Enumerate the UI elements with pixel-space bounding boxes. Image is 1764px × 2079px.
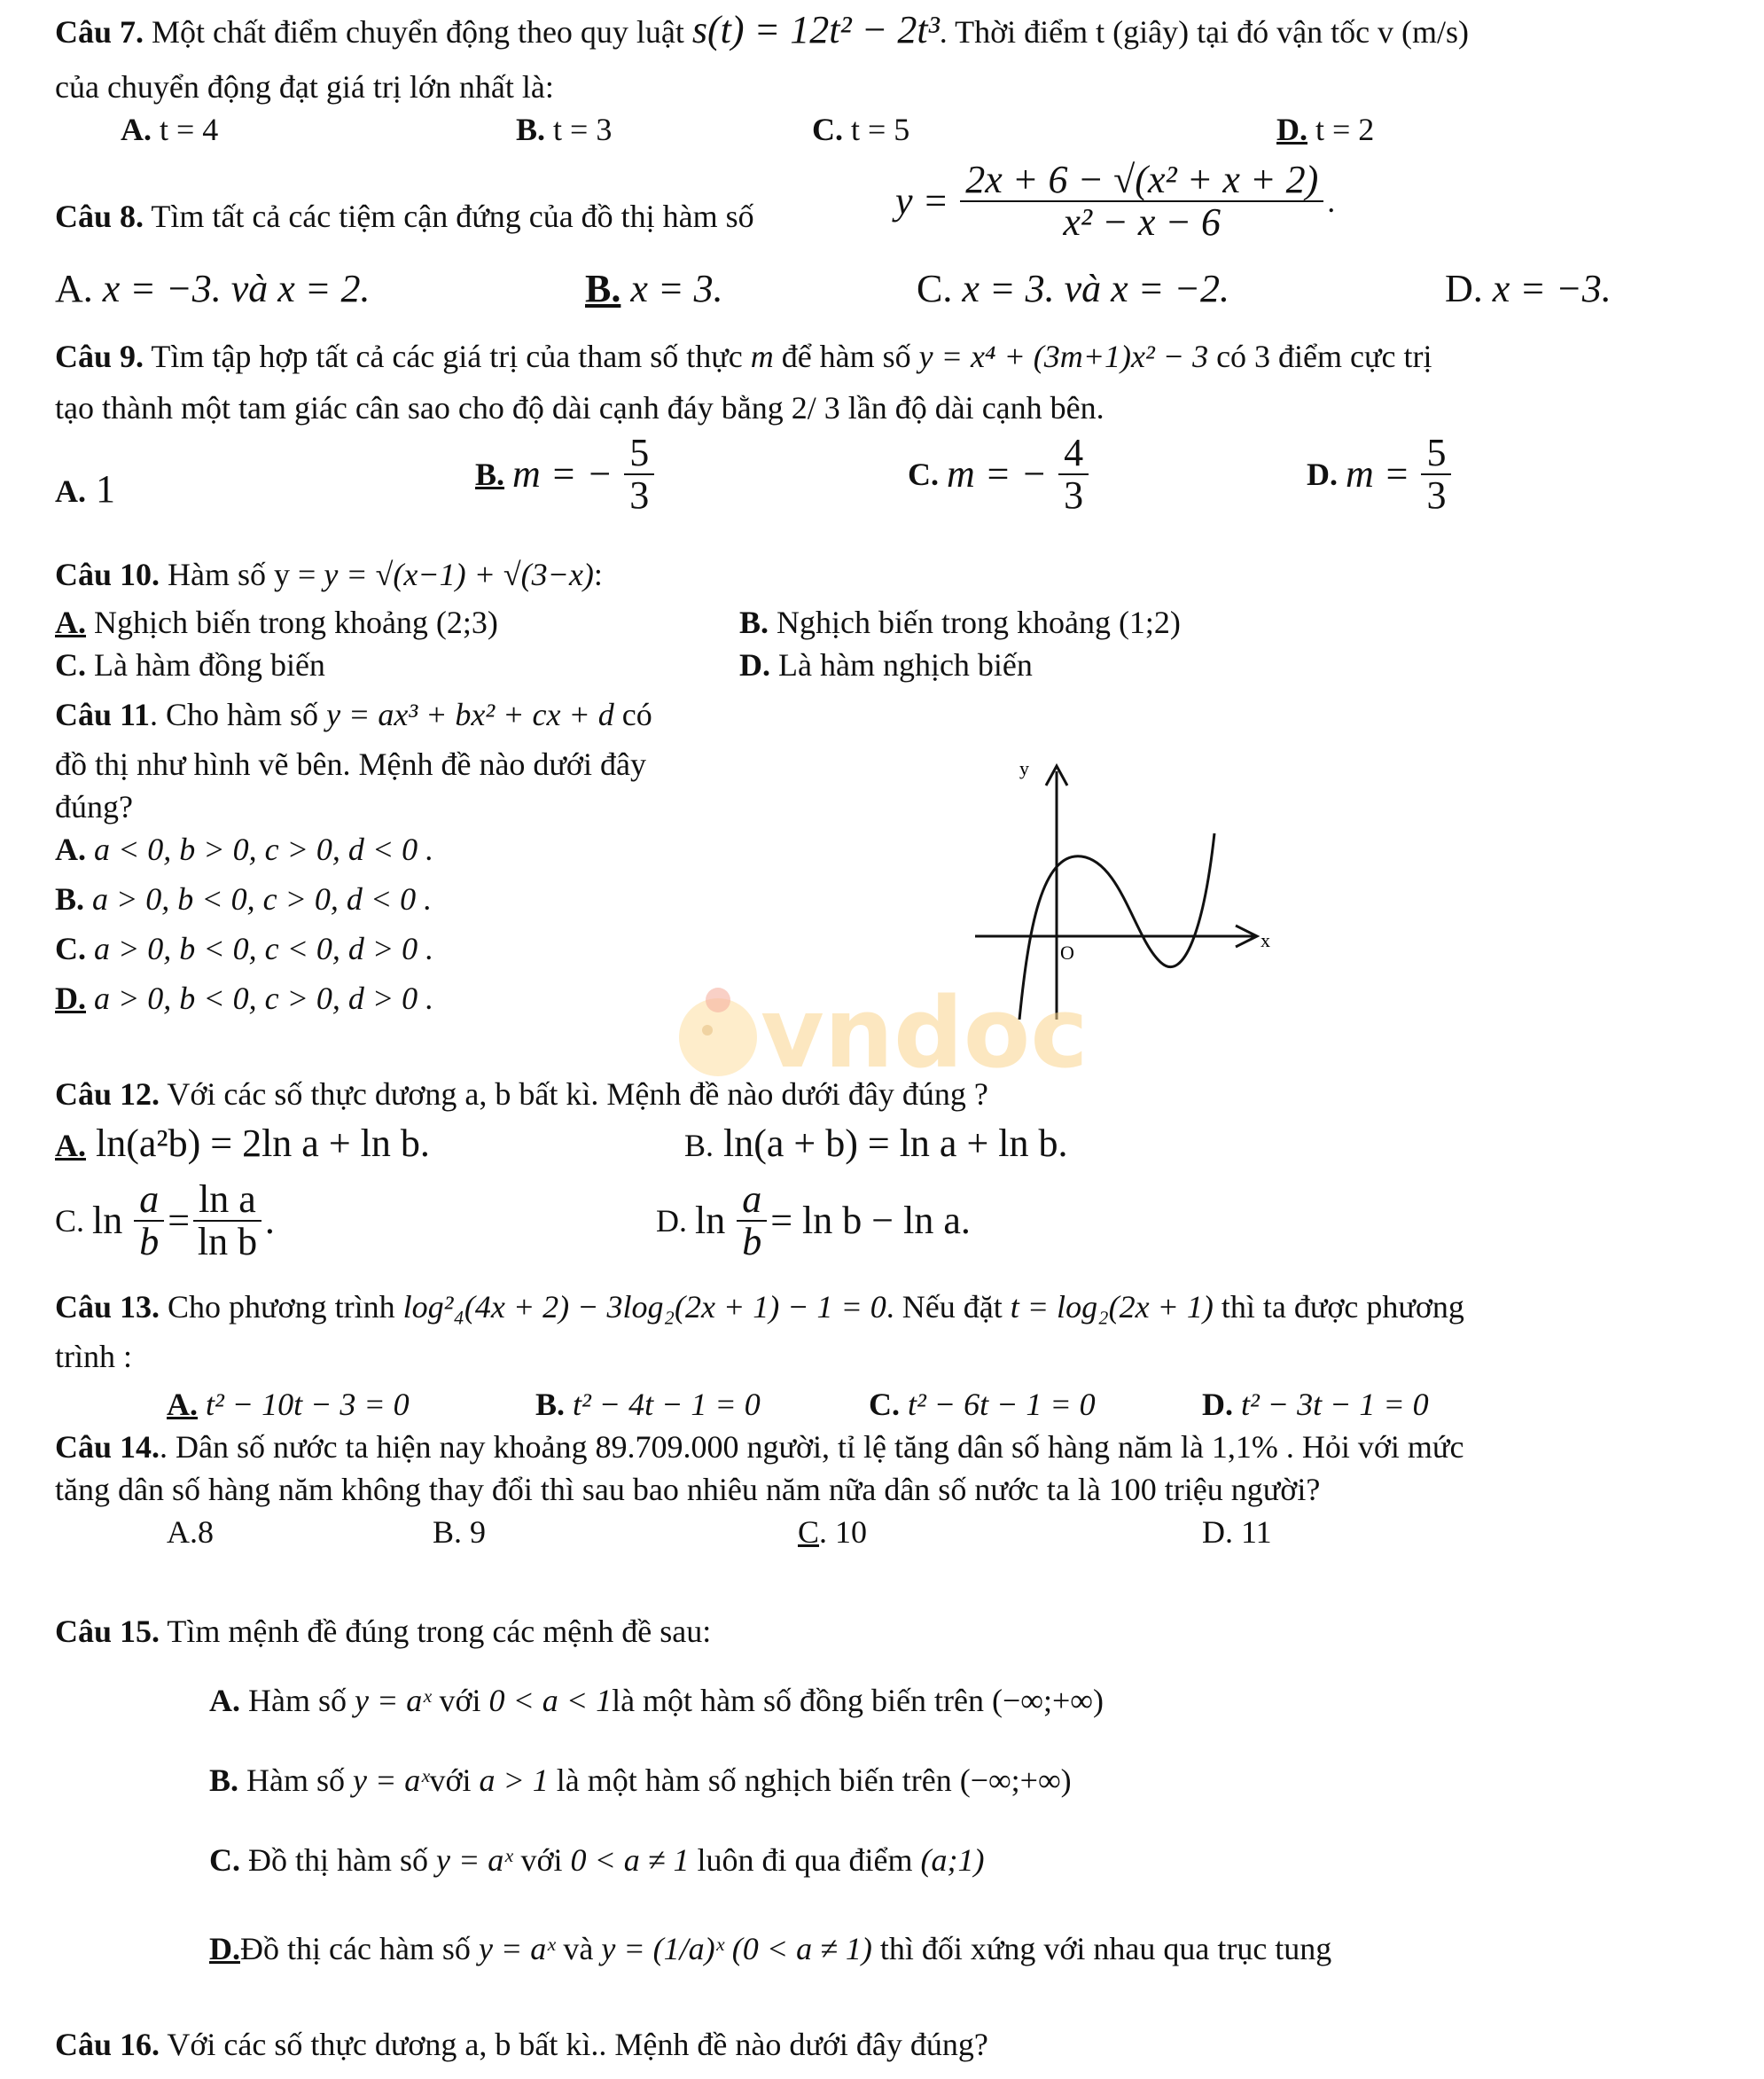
q12-c-end: .: [264, 1199, 275, 1242]
q15-c-point: (a;1): [920, 1842, 985, 1878]
q12-d-fraction: [737, 1179, 767, 1262]
origin-label: O: [1060, 942, 1074, 964]
q15-b-text3: là một hàm số nghịch biến trên: [556, 1762, 952, 1798]
q13-option-c: [869, 1385, 1096, 1424]
q14-option-b: B. 9: [433, 1514, 487, 1550]
q8-label: Câu 8.: [55, 199, 144, 234]
q7-text2: . Thời điểm t (giây) tại đó vận tốc v (m/s): [939, 14, 1470, 50]
q15-a-interval: (−∞;+∞): [992, 1683, 1104, 1718]
q9-d-pre: m =: [1346, 452, 1410, 496]
q7-d-label: D.: [1276, 112, 1307, 147]
q10-a-text: Nghịch biến trong khoảng (2;3): [94, 605, 498, 640]
q9-formula: y = x⁴ + (3m+1)x² − 3: [918, 339, 1209, 374]
q13-d-text: t² − 3t − 1 = 0: [1241, 1387, 1429, 1422]
q15-a-label: A.: [209, 1683, 240, 1718]
q9-line2: tạo thành một tam giác cân sao cho độ dài cạnh đáy bằng 2/ 3 lần độ dài cạnh bên.: [55, 390, 1104, 426]
q15-line1: [55, 1612, 711, 1651]
q13-line2: trình :: [55, 1339, 132, 1374]
q10-c-text: Là hàm đồng biến: [94, 647, 325, 683]
q9-b-num: 5: [624, 433, 654, 475]
q14-option-a: A.8: [167, 1514, 214, 1550]
q9-text2: để hàm số: [781, 339, 911, 374]
q12-c-den1: b: [139, 1220, 160, 1263]
q9-option-a: [55, 467, 115, 511]
q7-option-d: [1276, 110, 1374, 149]
q10-line1: [55, 555, 603, 594]
q8-option-d: [1445, 267, 1612, 310]
q11-a-label: A.: [55, 832, 86, 867]
q12-c-den2: ln b: [197, 1220, 258, 1263]
q11-option-c: [55, 929, 433, 968]
q15-c-text1: Đồ thị hàm số: [248, 1842, 428, 1878]
q7-line1: [55, 8, 1470, 51]
q9-d-label: D.: [1307, 457, 1338, 492]
q9-b-label: B.: [475, 457, 505, 492]
q8-d-text: x = −3.: [1492, 267, 1612, 310]
q14-c-label: C: [798, 1514, 820, 1550]
q9-option-d: [1307, 433, 1455, 539]
vndoc-watermark: [656, 975, 1117, 1090]
q10-formula: y = √(x−1) + √(3−x): [324, 557, 594, 592]
q12-c-fraction2: [193, 1179, 261, 1262]
q12-label: Câu 12.: [55, 1076, 160, 1112]
q15-d-formula1: y = aˣ: [478, 1931, 556, 1966]
q12-b-text: ln(a + b) = ln a + ln b.: [723, 1122, 1068, 1165]
q15-c-label: C.: [209, 1842, 240, 1878]
q8-c-text: x = 3. và x = −2.: [962, 267, 1230, 310]
q9-b-pre: m = −: [512, 452, 613, 496]
q8-option-a: [55, 267, 371, 310]
q7-line2: của chuyển động đạt giá trị lớn nhất là:: [55, 69, 554, 105]
q15-b-formula: y = aˣ: [353, 1762, 430, 1798]
q15-a-text2: với: [439, 1683, 481, 1718]
q11-b-text: a > 0, b < 0, c > 0, d < 0 .: [92, 881, 433, 917]
q10-option-c: [55, 645, 325, 684]
q13-formula: log²₄(4x + 2) − 3log₂(2x + 1) − 1 = 0: [402, 1289, 886, 1325]
q13-option-b: [535, 1385, 761, 1424]
q9-option-c: [908, 433, 1092, 539]
q13-c-label: C.: [869, 1387, 900, 1422]
q10-text: Hàm số y =: [168, 557, 316, 592]
q15-c-text3: luôn đi qua điểm: [697, 1842, 913, 1878]
q9-b-den: 3: [629, 473, 650, 517]
q9-c-label: C.: [908, 457, 939, 492]
q9-c-num: 4: [1058, 433, 1089, 475]
q10-a-label: A.: [55, 605, 86, 640]
q15-b-condition: a > 1: [479, 1762, 549, 1798]
q12-d-post: = ln b − ln a.: [770, 1199, 971, 1242]
q8-b-text: x = 3.: [630, 267, 723, 310]
q8-option-b: [585, 267, 723, 310]
q15-option-d: [209, 1929, 1331, 1968]
q12-b-label: B.: [684, 1128, 714, 1163]
q13-b-label: B.: [535, 1387, 566, 1422]
q11-a-text: a < 0, b > 0, c > 0, d < 0 .: [94, 832, 434, 867]
x-axis-label: x: [1261, 929, 1270, 951]
q9-text1: Tìm tập hợp tất cả các giá trị của tham số thực: [151, 339, 743, 374]
q16-text: Với các số thực dương a, b bất kì.. Mệnh đề nào dưới đây đúng?: [167, 2027, 988, 2062]
q9-d-num: 5: [1421, 433, 1451, 475]
q15-a-condition: 0 < a < 1: [488, 1683, 613, 1718]
q12-option-d: [656, 1179, 971, 1277]
q10-c-label: C.: [55, 647, 86, 683]
q12-a-label: A.: [55, 1128, 86, 1163]
q9-option-b: [475, 433, 658, 539]
q9-a-text: 1: [96, 467, 115, 511]
q15-b-label: B.: [209, 1762, 239, 1798]
q11-line3: đúng?: [55, 789, 133, 825]
q15-c-text2: với: [520, 1842, 563, 1878]
q9-text3: có 3 điểm cực trị: [1216, 339, 1432, 374]
q8-fraction: [960, 160, 1323, 243]
q9-line1: [55, 337, 1432, 376]
q11-line1: [55, 695, 652, 734]
q11-d-text: a > 0, b < 0, c > 0, d > 0 .: [94, 981, 434, 1016]
q11-line2: đồ thị như hình vẽ bên. Mệnh đề nào dưới đây: [55, 746, 646, 782]
q15-option-c: [209, 1841, 984, 1880]
y-axis-label: y: [1019, 757, 1029, 779]
q13-line1: [55, 1287, 1464, 1326]
q11-label: Câu 11: [55, 697, 151, 732]
q13-text2: . Nếu đặt: [886, 1289, 1003, 1325]
q15-a-formula: y = aˣ: [355, 1683, 432, 1718]
q13-substitution: t = log₂(2x + 1): [1010, 1289, 1214, 1325]
q7-b-text: t = 3: [553, 112, 613, 147]
q14-option-d: D. 11: [1202, 1514, 1272, 1550]
q9-c-fraction: [1058, 433, 1089, 516]
q15-option-b: [209, 1761, 1072, 1800]
q15-d-text2: và: [563, 1931, 594, 1966]
q13-a-text: t² − 10t − 3 = 0: [206, 1387, 410, 1422]
q7-option-c: [812, 110, 909, 149]
q15-d-condition: (0 < a ≠ 1): [731, 1931, 872, 1966]
q12-d-label: D.: [656, 1203, 687, 1239]
q7-option-b: [516, 110, 612, 149]
q9-b-fraction: [624, 433, 654, 516]
q11-option-b: [55, 879, 432, 918]
q12-d-ln: ln: [695, 1199, 726, 1242]
q15-d-text3: thì đối xứng với nhau qua trục tung: [879, 1931, 1332, 1966]
q9-m: m: [750, 339, 774, 374]
q8-text: Tìm tất cả các tiệm cận đứng của đồ thị hàm số: [151, 199, 754, 234]
watermark-text: vndoc: [761, 976, 1089, 1090]
q12-a-text: ln(a²b) = 2ln a + ln b.: [96, 1122, 430, 1165]
q14-text: . Dân số nước ta hiện nay khoảng 89.709.000 người, tỉ lệ tăng dân số hàng năm là 1,1% . Hỏi với mức: [160, 1429, 1464, 1465]
q7-a-text: t = 4: [160, 112, 219, 147]
q11-c-text: a > 0, b < 0, c < 0, d > 0 .: [94, 931, 434, 966]
q9-label: Câu 9.: [55, 339, 144, 374]
q10-option-b: [739, 603, 1181, 642]
q13-option-a: [167, 1385, 410, 1424]
q15-a-text3: là một hàm số đồng biến trên: [612, 1683, 985, 1718]
q11-b-label: B.: [55, 881, 85, 917]
q14-line2: tăng dân số hàng năm không thay đổi thì sau bao nhiêu năm nữa dân số nước ta là 100 triệu người?: [55, 1472, 1321, 1507]
q12-option-b: [684, 1124, 1068, 1165]
q11-d-label: D.: [55, 981, 86, 1016]
q11-option-a: [55, 830, 433, 869]
q8-denominator: x² − x − 6: [1063, 200, 1222, 244]
q12-text: Với các số thực dương a, b bất kì. Mệnh đề nào dưới đây đúng ?: [167, 1076, 988, 1112]
q13-b-text: t² − 4t − 1 = 0: [573, 1387, 761, 1422]
q12-option-a: [55, 1124, 430, 1165]
q15-b-text1: Hàm số: [246, 1762, 346, 1798]
q13-c-text: t² − 6t − 1 = 0: [908, 1387, 1096, 1422]
q15-c-formula: y = aˣ: [436, 1842, 513, 1878]
q9-d-fraction: [1421, 433, 1451, 516]
q14-option-c: [798, 1512, 867, 1551]
q16-label: Câu 16.: [55, 2027, 160, 2062]
q11-text1: . Cho hàm số: [150, 697, 319, 732]
q12-c-label: C.: [55, 1203, 85, 1239]
q12-d-den: b: [742, 1220, 762, 1263]
q12-c-ln: ln: [92, 1199, 123, 1242]
q8-y: y =: [895, 179, 949, 223]
q9-c-pre: m = −: [947, 452, 1048, 496]
q12-line1: [55, 1075, 988, 1114]
q12-c-eq: =: [168, 1199, 191, 1242]
q10-d-text: Là hàm nghịch biến: [778, 647, 1033, 683]
q8-d-label: D.: [1445, 267, 1483, 310]
q8-formula: y = $\frac{\text{2x + 6 − √(x² + x + 2)}}{\text{x² − x − 6}}$ .: [895, 158, 1336, 244]
q14-line1: [55, 1427, 1463, 1466]
q10-b-label: B.: [739, 605, 769, 640]
q8-numerator: 2x + 6 − √(x² + x + 2): [960, 160, 1323, 202]
q13-text3: thì ta được phương: [1221, 1289, 1464, 1325]
q15-label: Câu 15.: [55, 1614, 160, 1649]
q13-a-label: A.: [167, 1387, 198, 1422]
q16-line1: [55, 2025, 988, 2064]
q10-colon: :: [593, 557, 603, 592]
q15-a-text1: Hàm số: [248, 1683, 347, 1718]
q7-d-text: t = 2: [1315, 112, 1375, 147]
q7-option-a: [121, 110, 218, 149]
q10-label: Câu 10.: [55, 557, 160, 592]
q12-option-c: [55, 1179, 275, 1277]
q15-d-formula2: y = (1/a)ˣ: [601, 1931, 724, 1966]
q7-text1: Một chất điểm chuyển động theo quy luật: [152, 14, 684, 50]
q8-a-label: A.: [55, 267, 93, 310]
q7-c-label: C.: [812, 112, 843, 147]
q10-b-text: Nghịch biến trong khoảng (1;2): [777, 605, 1181, 640]
q11-option-d: [55, 979, 433, 1018]
q9-d-den: 3: [1426, 473, 1447, 517]
q13-d-label: D.: [1202, 1387, 1233, 1422]
q9-c-den: 3: [1064, 473, 1084, 517]
q12-c-num1: a: [134, 1179, 164, 1222]
q8-c-label: C.: [917, 267, 953, 310]
q8-option-c: [917, 267, 1230, 310]
q15-text: Tìm mệnh đề đúng trong các mệnh đề sau:: [167, 1614, 712, 1649]
q13-label: Câu 13.: [55, 1289, 160, 1325]
q8-b-label: B.: [585, 267, 621, 310]
q14-c-text: . 10: [819, 1514, 868, 1550]
q12-d-num: a: [737, 1179, 767, 1222]
q12-c-num2: ln a: [193, 1179, 261, 1222]
q10-option-d: [739, 645, 1033, 684]
q7-c-text: t = 5: [851, 112, 910, 147]
q8-line1: [55, 197, 754, 236]
q15-option-a: [209, 1681, 1104, 1720]
q15-b-text2: với: [429, 1762, 472, 1798]
q12-c-fraction1: [134, 1179, 164, 1262]
q13-text1: Cho phương trình: [168, 1289, 395, 1325]
q10-d-label: D.: [739, 647, 770, 683]
q11-formula: y = ax³ + bx² + cx + d: [326, 697, 614, 732]
q7-b-label: B.: [516, 112, 546, 147]
q11-c-label: C.: [55, 931, 86, 966]
q15-c-condition: 0 < a ≠ 1: [570, 1842, 690, 1878]
q7-a-label: A.: [121, 112, 152, 147]
q8-a-text: x = −3. và x = 2.: [102, 267, 371, 310]
q9-a-label: A.: [55, 473, 86, 509]
q10-option-a: [55, 603, 498, 642]
q7-label: Câu 7.: [55, 14, 144, 50]
q15-b-interval: (−∞;+∞): [959, 1762, 1072, 1798]
q11-text2: có: [621, 697, 652, 732]
q14-label: Câu 14.: [55, 1429, 160, 1465]
q13-option-d: [1202, 1385, 1429, 1424]
q7-formula: s(t) = 12t² − 2t³: [691, 8, 940, 51]
q15-d-label: D.: [209, 1931, 240, 1966]
q15-d-text1: Đồ thị các hàm số: [240, 1931, 471, 1966]
